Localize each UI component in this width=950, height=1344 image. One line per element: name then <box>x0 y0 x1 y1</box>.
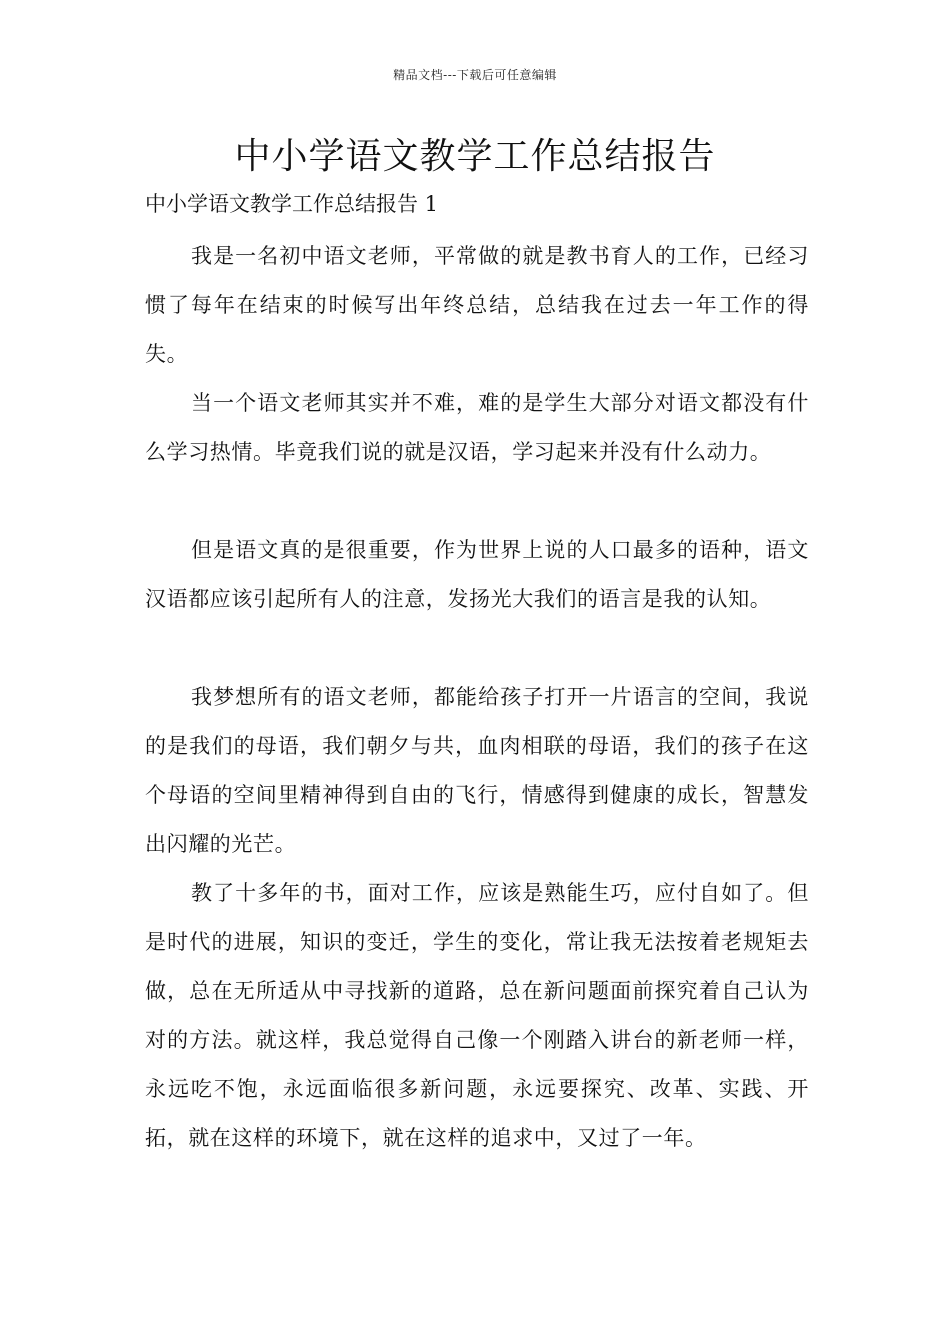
paragraph-3: 但是语文真的是很重要，作为世界上说的人口最多的语种，语文汉语都应该引起所有人的注意，发扬光大我们的语言是我的认知。 <box>145 538 809 611</box>
paragraph-1: 我是一名初中语文老师，平常做的就是教书育人的工作，已经习惯了每年在结束的时候写出年终总结，总结我在过去一年工作的得失。 <box>145 244 809 366</box>
paragraph-5: 教了十多年的书，面对工作，应该是熟能生巧，应付自如了。但是时代的进展，知识的变迁，学生的变化，常让我无法按着老规矩去做，总在无所适从中寻找新的道路，总在新问题面前探究着自己认为对的方法。就这样，我总觉得自己像一个刚踏入讲台的新老师一样，永远吃不饱，永远面临很多新问题，永远要探究、改革、实践、开拓，就在这样的环境下，就在这样的追求中，又过了一年。 <box>145 881 809 1150</box>
paragraph-4: 我梦想所有的语文老师，都能给孩子打开一片语言的空间，我说的是我们的母语，我们朝夕与共，血肉相联的母语，我们的孩子在这个母语的空间里精神得到自由的飞行，情感得到健康的成长，智慧发出闪耀的光芒。 <box>145 685 809 856</box>
document-body <box>145 232 809 1163</box>
header-note: 精品文档---下载后可任意编辑 <box>393 68 557 82</box>
document-subtitle: 中小学语文教学工作总结报告 1 <box>145 192 439 216</box>
paragraph-2: 当一个语文老师其实并不难，难的是学生大部分对语文都没有什么学习热情。毕竟我们说的就是汉语，学习起来并没有什么动力。 <box>145 391 809 464</box>
document-title: 中小学语文教学工作总结报告 <box>234 136 716 177</box>
